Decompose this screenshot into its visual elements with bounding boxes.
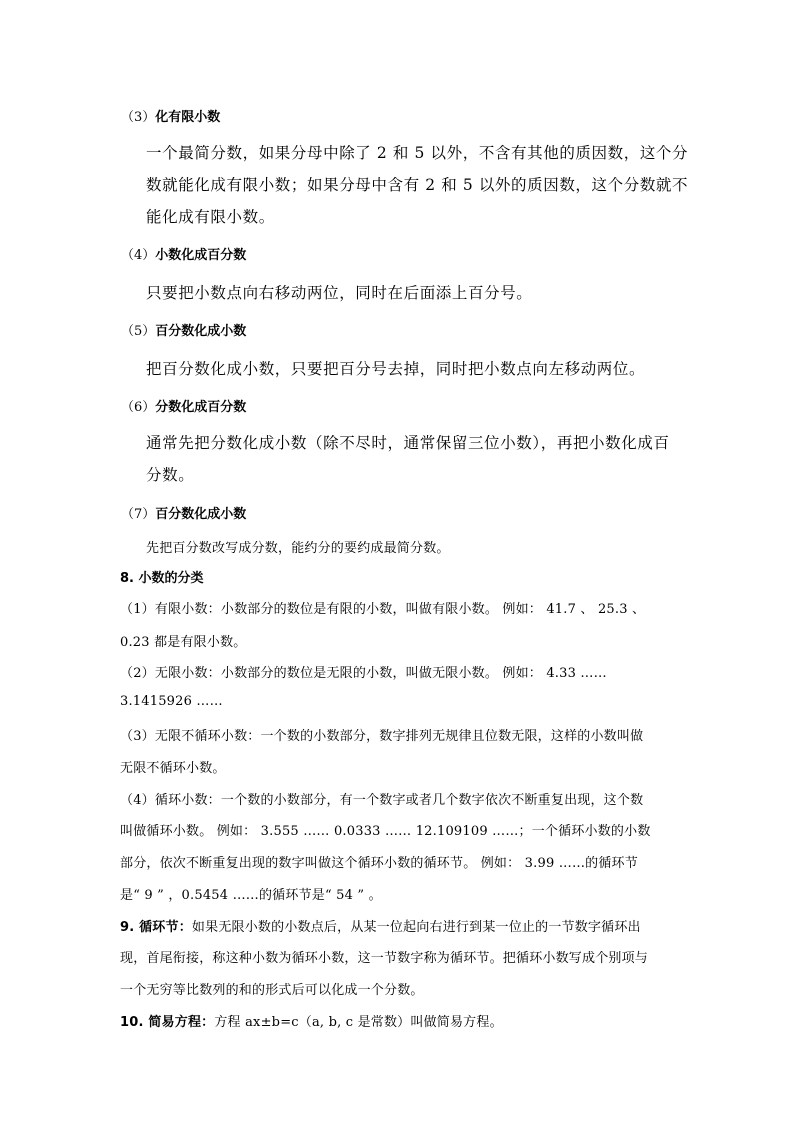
heading-6-title: 分数化成百分数 (155, 400, 247, 415)
paragraph-line: 通常先把分数化成小数（除不尽时，通常保留三位小数），再把小数化成百 (146, 434, 670, 452)
list-line: （3）无限不循环小数：一个数的小数部分，数字排列无规律且位数无限，这样的小数叫做 (120, 729, 644, 744)
heading-5: （5）百分数化成小数 (121, 324, 247, 339)
paragraph-line: 把百分数化成小数，只要把百分号去掉，同时把小数点向左移动两位。 (146, 360, 646, 378)
list-line: 叫做循环小数。 例如： 3.555 …… 0.0333 …… 12.109109 ……；一个循环小数的小数 (120, 824, 651, 839)
paragraph-line: 现，首尾衔接，称这种小数为循环小数，这一节数字称为循环节。把循环小数写成个别项与 (120, 951, 649, 966)
paragraph-line: 先把百分数改写成分数，能约分的要约成最简分数。 (146, 541, 450, 556)
paragraph-line: 一个无穷等比数列的和的形式后可以化成一个分数。 (120, 983, 424, 998)
paragraph-line: 一个最简分数，如果分母中除了 2 和 5 以外，不含有其他的质因数，这个分 (146, 144, 689, 162)
heading-7-title: 百分数化成小数 (155, 507, 247, 522)
heading-6: （6）分数化成百分数 (121, 400, 247, 415)
paragraph-line: 只要把小数点向右移动两位，同时在后面添上百分号。 (146, 284, 533, 302)
paragraph-line: 数就能化成有限小数；如果分母中含有 2 和 5 以外的质因数，这个分数就不 (146, 176, 689, 194)
heading-3-title: 化有限小数 (155, 110, 221, 125)
list-line: 0.23 都是有限小数。 (120, 635, 247, 650)
list-line: 无限不循环小数。 (120, 761, 226, 776)
heading-4-title: 小数化成百分数 (155, 248, 247, 263)
list-line: 部分，依次不断重复出现的数字叫做这个循环小数的循环节。 例如： 3.99 ……的循环节 (120, 856, 638, 871)
heading-4: （4）小数化成百分数 (121, 248, 247, 263)
paragraph-line: 能化成有限小数。 (146, 208, 275, 226)
section-9-label: 9. 循环节： (120, 920, 192, 935)
section-10-label: 10. 简易方程： (120, 1015, 215, 1030)
list-line: （2）无限小数：小数部分的数位是无限的小数，叫做无限小数。 例如： 4.33 …… (120, 666, 607, 681)
heading-7: （7）百分数化成小数 (121, 507, 247, 522)
section-9-line: 9. 循环节：如果无限小数的小数点后，从某一位起向右进行到某一位止的一节数字循环出 (120, 920, 641, 935)
list-line: 是“ 9 ” ，0.5454 ……的循环节是“ 54 ” 。 (120, 888, 382, 903)
list-line: （4）循环小数：一个数的小数部分，有一个数字或者几个数字依次不断重复出现，这个数 (120, 793, 644, 808)
section-8-heading: 8. 小数的分类 (120, 571, 204, 586)
section-10-line: 10. 简易方程：方程 ax±b=c（a, b, c 是常数）叫做简易方程。 (120, 1015, 503, 1030)
list-line: 3.1415926 …… (120, 694, 223, 709)
list-line: （1）有限小数：小数部分的数位是有限的小数，叫做有限小数。 例如： 41.7 、 25.3 、 (120, 602, 646, 617)
paragraph-line: 分数。 (146, 466, 195, 484)
heading-5-title: 百分数化成小数 (155, 324, 247, 339)
heading-3: （3）化有限小数 (121, 110, 221, 125)
